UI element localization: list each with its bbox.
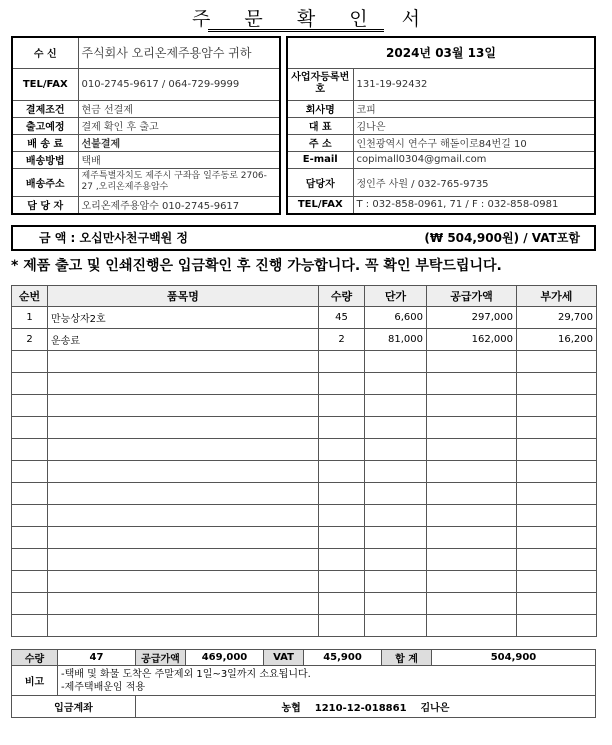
title-underline	[208, 29, 384, 30]
info-row	[12, 68, 280, 100]
remarks-label: 비고	[12, 666, 58, 696]
empty-cell	[319, 549, 365, 571]
cell-unit-price: 6,600	[365, 307, 427, 329]
empty-cell	[427, 351, 517, 373]
info-label: 수 신	[12, 37, 78, 68]
empty-cell	[319, 593, 365, 615]
table-row	[12, 329, 597, 351]
empty-cell	[517, 373, 597, 395]
empty-cell	[427, 593, 517, 615]
empty-cell	[365, 417, 427, 439]
empty-cell	[48, 461, 319, 483]
empty-cell	[365, 593, 427, 615]
empty-cell	[12, 395, 48, 417]
items-table	[11, 285, 597, 637]
empty-cell	[365, 505, 427, 527]
empty-cell	[427, 549, 517, 571]
email-address: copimall0304@gmail.com	[353, 151, 595, 168]
empty-cell	[319, 483, 365, 505]
cell-supply-amount: 297,000	[427, 307, 517, 329]
header-vat: 부가세	[517, 286, 597, 307]
empty-cell	[12, 549, 48, 571]
empty-cell	[319, 527, 365, 549]
empty-cell	[48, 593, 319, 615]
info-label: 배 송 료	[12, 134, 78, 151]
business-number: 131-19-92432	[353, 68, 595, 100]
empty-table-row	[12, 439, 597, 461]
shipping-method: 택배	[78, 151, 280, 168]
empty-cell	[12, 439, 48, 461]
grand-total: 504,900	[432, 650, 596, 666]
info-row	[12, 117, 280, 134]
empty-table-row	[12, 505, 597, 527]
info-row	[287, 68, 595, 100]
empty-cell	[517, 549, 597, 571]
empty-table-row	[12, 351, 597, 373]
recipient-name: 주식회사 오리온제주용암수 귀하	[78, 37, 280, 68]
empty-cell	[517, 395, 597, 417]
empty-cell	[517, 461, 597, 483]
empty-cell	[319, 373, 365, 395]
empty-cell	[365, 615, 427, 637]
empty-cell	[48, 417, 319, 439]
shipping-fee: 선불결제	[78, 134, 280, 151]
info-row	[12, 100, 280, 117]
total-supply-amount: 469,000	[186, 650, 264, 666]
empty-cell	[427, 615, 517, 637]
empty-cell	[427, 439, 517, 461]
cell-quantity: 2	[319, 329, 365, 351]
info-label: 주 소	[287, 134, 353, 151]
header-supply-amount: 공급가액	[427, 286, 517, 307]
amount-korean: 금 액 : 오십만사천구백원 정	[39, 231, 189, 245]
empty-cell	[319, 417, 365, 439]
recipient-telfax: 010-2745-9617 / 064-729-9999	[78, 68, 280, 100]
cell-vat: 29,700	[517, 307, 597, 329]
grand-total-label: 합 계	[382, 650, 432, 666]
empty-cell	[365, 395, 427, 417]
supply-amount-label: 공급가액	[136, 650, 186, 666]
supplier-info-table	[286, 36, 596, 215]
empty-cell	[427, 483, 517, 505]
supplier-contact: 정인주 사원 / 032-765-9735	[353, 168, 595, 196]
info-row	[287, 196, 595, 214]
empty-cell	[48, 483, 319, 505]
empty-table-row	[12, 373, 597, 395]
empty-cell	[517, 439, 597, 461]
empty-cell	[517, 351, 597, 373]
cell-supply-amount: 162,000	[427, 329, 517, 351]
empty-cell	[517, 615, 597, 637]
empty-cell	[319, 615, 365, 637]
cell-item-name: 만능상자2호	[48, 307, 319, 329]
info-label: 결제조건	[12, 100, 78, 117]
info-label: 담 당 자	[12, 196, 78, 214]
empty-cell	[517, 527, 597, 549]
info-label: 사업자등록번호	[287, 68, 353, 100]
empty-table-row	[12, 417, 597, 439]
shipping-schedule: 결제 확인 후 출고	[78, 117, 280, 134]
empty-cell	[365, 439, 427, 461]
info-label: TEL/FAX	[287, 196, 353, 214]
empty-cell	[48, 571, 319, 593]
empty-cell	[12, 351, 48, 373]
empty-cell	[48, 439, 319, 461]
empty-cell	[517, 571, 597, 593]
empty-cell	[427, 395, 517, 417]
info-row	[287, 151, 595, 168]
info-row	[12, 134, 280, 151]
empty-cell	[12, 373, 48, 395]
empty-table-row	[12, 461, 597, 483]
order-date: 2024년 03월 13일	[287, 37, 595, 68]
shipping-address: 제주특별자치도 제주시 구좌읍 일주동로 2706-27 ,오리온제주용암수	[78, 168, 280, 196]
empty-cell	[517, 505, 597, 527]
empty-cell	[48, 549, 319, 571]
info-row	[287, 168, 595, 196]
info-label: 담당자	[287, 168, 353, 196]
remarks-line: -제주택배운임 적용	[61, 681, 146, 693]
empty-cell	[48, 527, 319, 549]
company-name: 코피	[353, 100, 595, 117]
info-label: 대 표	[287, 117, 353, 134]
amount-box	[11, 225, 596, 251]
info-row	[287, 100, 595, 117]
empty-cell	[365, 549, 427, 571]
info-label: 회사명	[287, 100, 353, 117]
info-row	[12, 196, 280, 214]
empty-cell	[12, 593, 48, 615]
totals-table	[11, 649, 596, 718]
representative: 김나은	[353, 117, 595, 134]
account-label: 입금계좌	[12, 696, 136, 718]
empty-cell	[48, 505, 319, 527]
empty-cell	[12, 461, 48, 483]
empty-cell	[12, 615, 48, 637]
recipient-info-table	[11, 36, 281, 215]
empty-cell	[427, 505, 517, 527]
header-quantity: 수량	[319, 286, 365, 307]
info-row	[287, 117, 595, 134]
empty-cell	[12, 505, 48, 527]
info-label: E-mail	[287, 151, 353, 168]
table-row	[12, 307, 597, 329]
empty-table-row	[12, 571, 597, 593]
empty-table-row	[12, 483, 597, 505]
empty-cell	[12, 527, 48, 549]
info-label: 배송방법	[12, 151, 78, 168]
empty-table-row	[12, 593, 597, 615]
cell-unit-price: 81,000	[365, 329, 427, 351]
empty-cell	[517, 593, 597, 615]
cell-quantity: 45	[319, 307, 365, 329]
empty-cell	[365, 527, 427, 549]
empty-cell	[319, 571, 365, 593]
empty-cell	[365, 483, 427, 505]
total-qty-label: 수량	[12, 650, 58, 666]
remarks-line: -택배 및 화물 도착은 주말제외 1일~3일까지 소요됩니다.	[61, 668, 311, 680]
empty-cell	[365, 373, 427, 395]
empty-cell	[517, 483, 597, 505]
empty-cell	[12, 571, 48, 593]
info-row	[287, 134, 595, 151]
payment-notice: * 제품 출고 및 인쇄진행은 입금확인 후 진행 가능합니다. 꼭 확인 부탁드립니다.	[11, 258, 502, 274]
empty-table-row	[12, 549, 597, 571]
empty-cell	[319, 461, 365, 483]
empty-table-row	[12, 615, 597, 637]
empty-cell	[319, 505, 365, 527]
document-title: 주 문 확 인 서	[192, 8, 434, 30]
contact-person: 오리온제주용암수 010-2745-9617	[78, 196, 280, 214]
empty-cell	[427, 417, 517, 439]
total-qty: 47	[58, 650, 136, 666]
vat-label: VAT	[264, 650, 304, 666]
empty-cell	[365, 461, 427, 483]
total-vat: 45,900	[304, 650, 382, 666]
empty-cell	[319, 439, 365, 461]
info-label: 출고예정	[12, 117, 78, 134]
empty-cell	[427, 461, 517, 483]
payment-terms: 현금 선결제	[78, 100, 280, 117]
header-item-name: 품목명	[48, 286, 319, 307]
info-row	[12, 151, 280, 168]
empty-cell	[12, 417, 48, 439]
remarks-content	[58, 666, 596, 696]
supplier-telfax: T : 032-858-0961, 71 / F : 032-858-0981	[353, 196, 595, 214]
bank-account: 농협 1210-12-018861 김나은	[136, 696, 596, 718]
empty-cell	[365, 571, 427, 593]
cell-seq: 1	[12, 307, 48, 329]
info-row	[12, 37, 280, 68]
empty-cell	[319, 395, 365, 417]
header-unit-price: 단가	[365, 286, 427, 307]
empty-cell	[427, 527, 517, 549]
empty-cell	[427, 373, 517, 395]
info-row	[12, 168, 280, 196]
header-seq: 순번	[12, 286, 48, 307]
empty-cell	[48, 351, 319, 373]
empty-cell	[12, 483, 48, 505]
info-label: 배송주소	[12, 168, 78, 196]
empty-cell	[319, 351, 365, 373]
empty-cell	[517, 417, 597, 439]
empty-cell	[48, 615, 319, 637]
title-underline-2	[208, 31, 384, 32]
cell-seq: 2	[12, 329, 48, 351]
empty-cell	[427, 571, 517, 593]
empty-cell	[365, 351, 427, 373]
empty-cell	[48, 373, 319, 395]
supplier-address: 인천광역시 연수구 해돋이로84번길 10	[353, 134, 595, 151]
info-label: TEL/FAX	[12, 68, 78, 100]
empty-table-row	[12, 395, 597, 417]
empty-table-row	[12, 527, 597, 549]
cell-item-name: 운송료	[48, 329, 319, 351]
empty-cell	[48, 395, 319, 417]
cell-vat: 16,200	[517, 329, 597, 351]
amount-numeric: (₩ 504,900원) / VAT포함	[424, 231, 580, 245]
